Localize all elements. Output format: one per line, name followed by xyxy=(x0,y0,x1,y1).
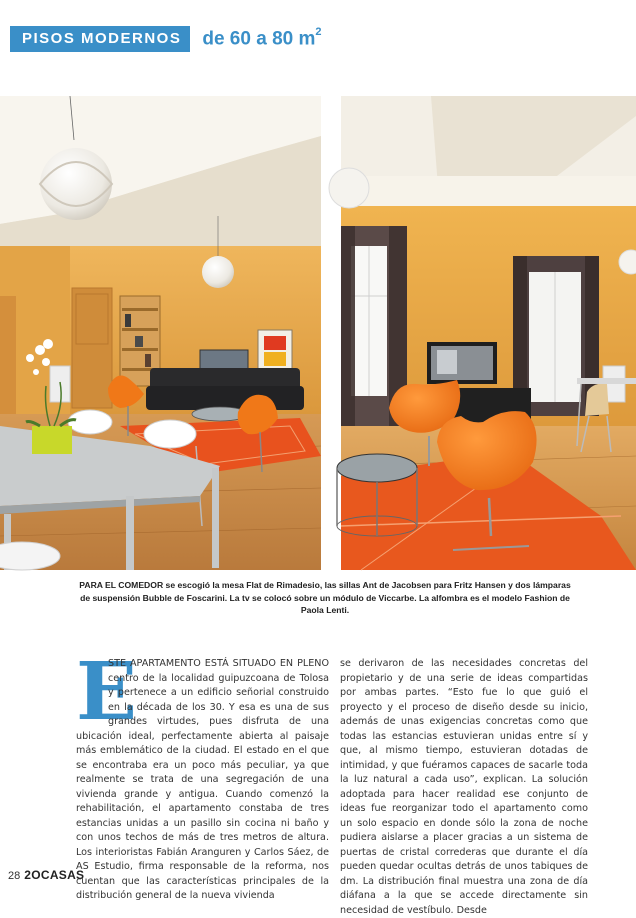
living-room-armchairs-photo xyxy=(341,96,636,570)
section-header xyxy=(10,26,322,52)
subtitle-text: de 60 a 80 m xyxy=(202,28,316,50)
living-room-illustration xyxy=(341,96,636,570)
section-subtitle xyxy=(202,25,322,50)
subtitle-superscript: 2 xyxy=(315,25,322,38)
article-body-right: se derivaron de las necesidades concretas del propietario y de una serie de ideas compartidas por ambas partes. “Esto fue lo que guió el proyecto y el proceso de diseño desde su inicio, además de unas exigencias concretas como que todas las estancias estuvieran unidas entre sí y que, al mismo tiempo, estuvieran dotadas de intimidad, y que fuéramos capaces de sacarle toda la luz natural a cada uso”, explican. La solución adoptada para hacer realidad ese conjunto de ideas fue reorganizar todo el apartamento como un solo espacio en donde sólo la zona de noche pudiera aislarse a placer gracias a un sistema de puertas de cristal correderas que durante el día pueden quedar ocultas detrás de unos tabiques de dm. La distribución final muestra una zona de día diáfana a la que se accede directamente sin necesidad de vestíbulo. Desde xyxy=(340,658,588,916)
dining-and-living-room-photo xyxy=(0,96,321,570)
article-paragraph-left xyxy=(76,644,329,904)
section-label: PISOS MODERNOS xyxy=(10,26,190,52)
photo-caption: PARA EL COMEDOR se escogió la mesa Flat de Rimadesio, las sillas Ant de Jacobsen para Fritz Hansen y dos lámparas de suspensión Bubble de Foscarini. La tv se colocó sobre un módulo de Viccarbe. La alfombra es el modelo Fashion de Paola Lenti. xyxy=(79,580,571,615)
article-body-left: centro de la localidad guipuzcoana de Tolosa y pertenece a un edificio señorial construido en la década de los 30. Y esa es una de sus grandes virtudes, pues disfruta de una ubicación ideal, perfectamente abierta al paisaje más emblemático de la ciudad. El estado en el que se encontraba era un poco más peculiar, ya que realmente se trata de una segregación de una vivienda grande y antigua. Cuando comenzó la rehabilitación, el apartamento constaba de tres estancias unidas a un pasillo sin cocina ni baño y con unos techos de más de tres metros de altura. Los interioristas Fabián Aranguren y Carlos Sáez, de AS Estudio, firma responsable de la reforma, nos cuentan que las características principales de la distribución general de la nueva vivienda xyxy=(76,672,329,901)
page-number: 28 xyxy=(8,870,21,882)
article-column-right xyxy=(340,657,588,918)
page-footer xyxy=(8,868,84,882)
article-lead: STE APARTAMENTO ESTÁ SITUADO EN PLENO xyxy=(108,658,329,669)
article-column-left xyxy=(76,644,329,904)
dining-room-illustration xyxy=(0,96,321,570)
magazine-name: 2OCASAS xyxy=(24,868,85,882)
dropcap-letter: E xyxy=(76,644,137,738)
